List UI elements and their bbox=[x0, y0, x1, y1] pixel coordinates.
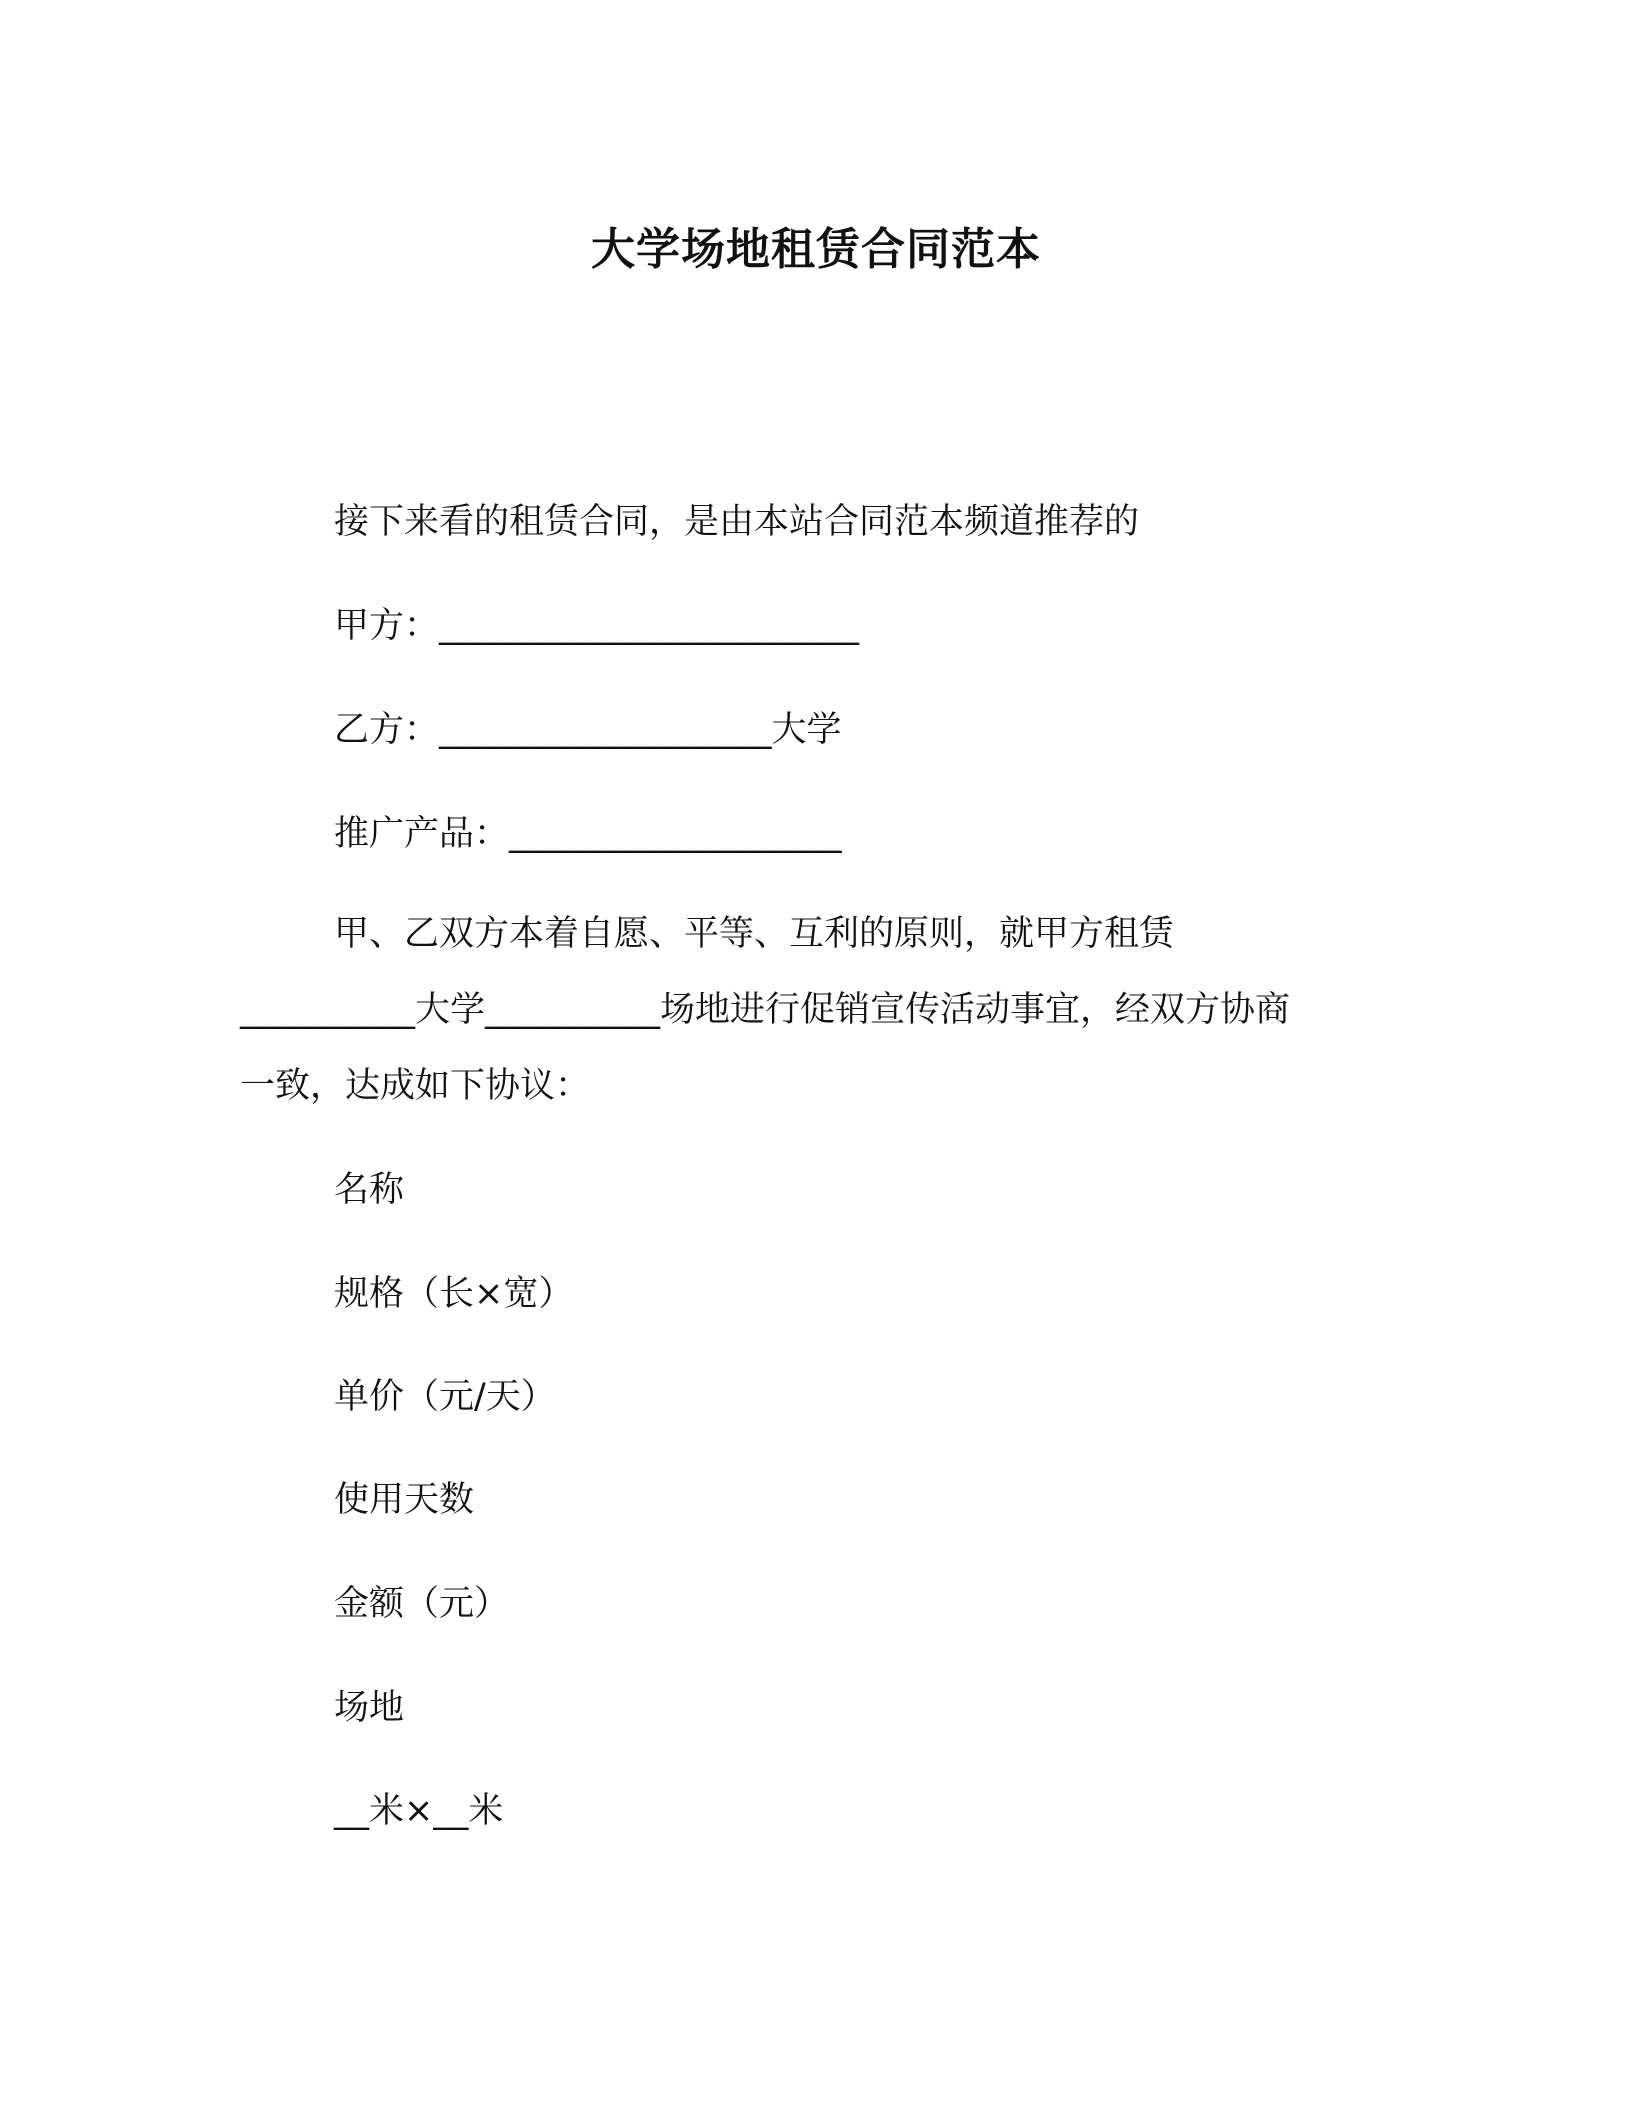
promoted-product-line: 推广产品：___________________ bbox=[334, 814, 842, 854]
item-days-label: 使用天数 bbox=[334, 1480, 475, 1520]
item-unit-price-label: 单价（元/天） bbox=[334, 1377, 556, 1417]
agreement-paragraph-line-1: 甲、乙双方本着自愿、平等、互利的原则，就甲方租赁 bbox=[334, 914, 1175, 954]
venue-label: 场地 bbox=[334, 1688, 405, 1728]
party-b-line: 乙方：___________________大学 bbox=[334, 710, 842, 750]
agreement-paragraph-line-2: __________大学__________场地进行促销宣传活动事宜，经双方协商 bbox=[240, 990, 1291, 1030]
party-a-line: 甲方：________________________ bbox=[334, 606, 860, 646]
item-name-label: 名称 bbox=[334, 1170, 405, 1210]
item-spec-label: 规格（长×宽） bbox=[334, 1274, 574, 1314]
agreement-paragraph-line-3: 一致，达成如下协议： bbox=[240, 1066, 591, 1106]
document-title: 大学场地租赁合同范本 bbox=[591, 224, 1041, 275]
intro-paragraph: 接下来看的租赁合同，是由本站合同范本频道推荐的 bbox=[334, 502, 1140, 542]
item-amount-label: 金额（元） bbox=[334, 1584, 510, 1624]
venue-dimensions: __米×__米 bbox=[334, 1791, 504, 1831]
